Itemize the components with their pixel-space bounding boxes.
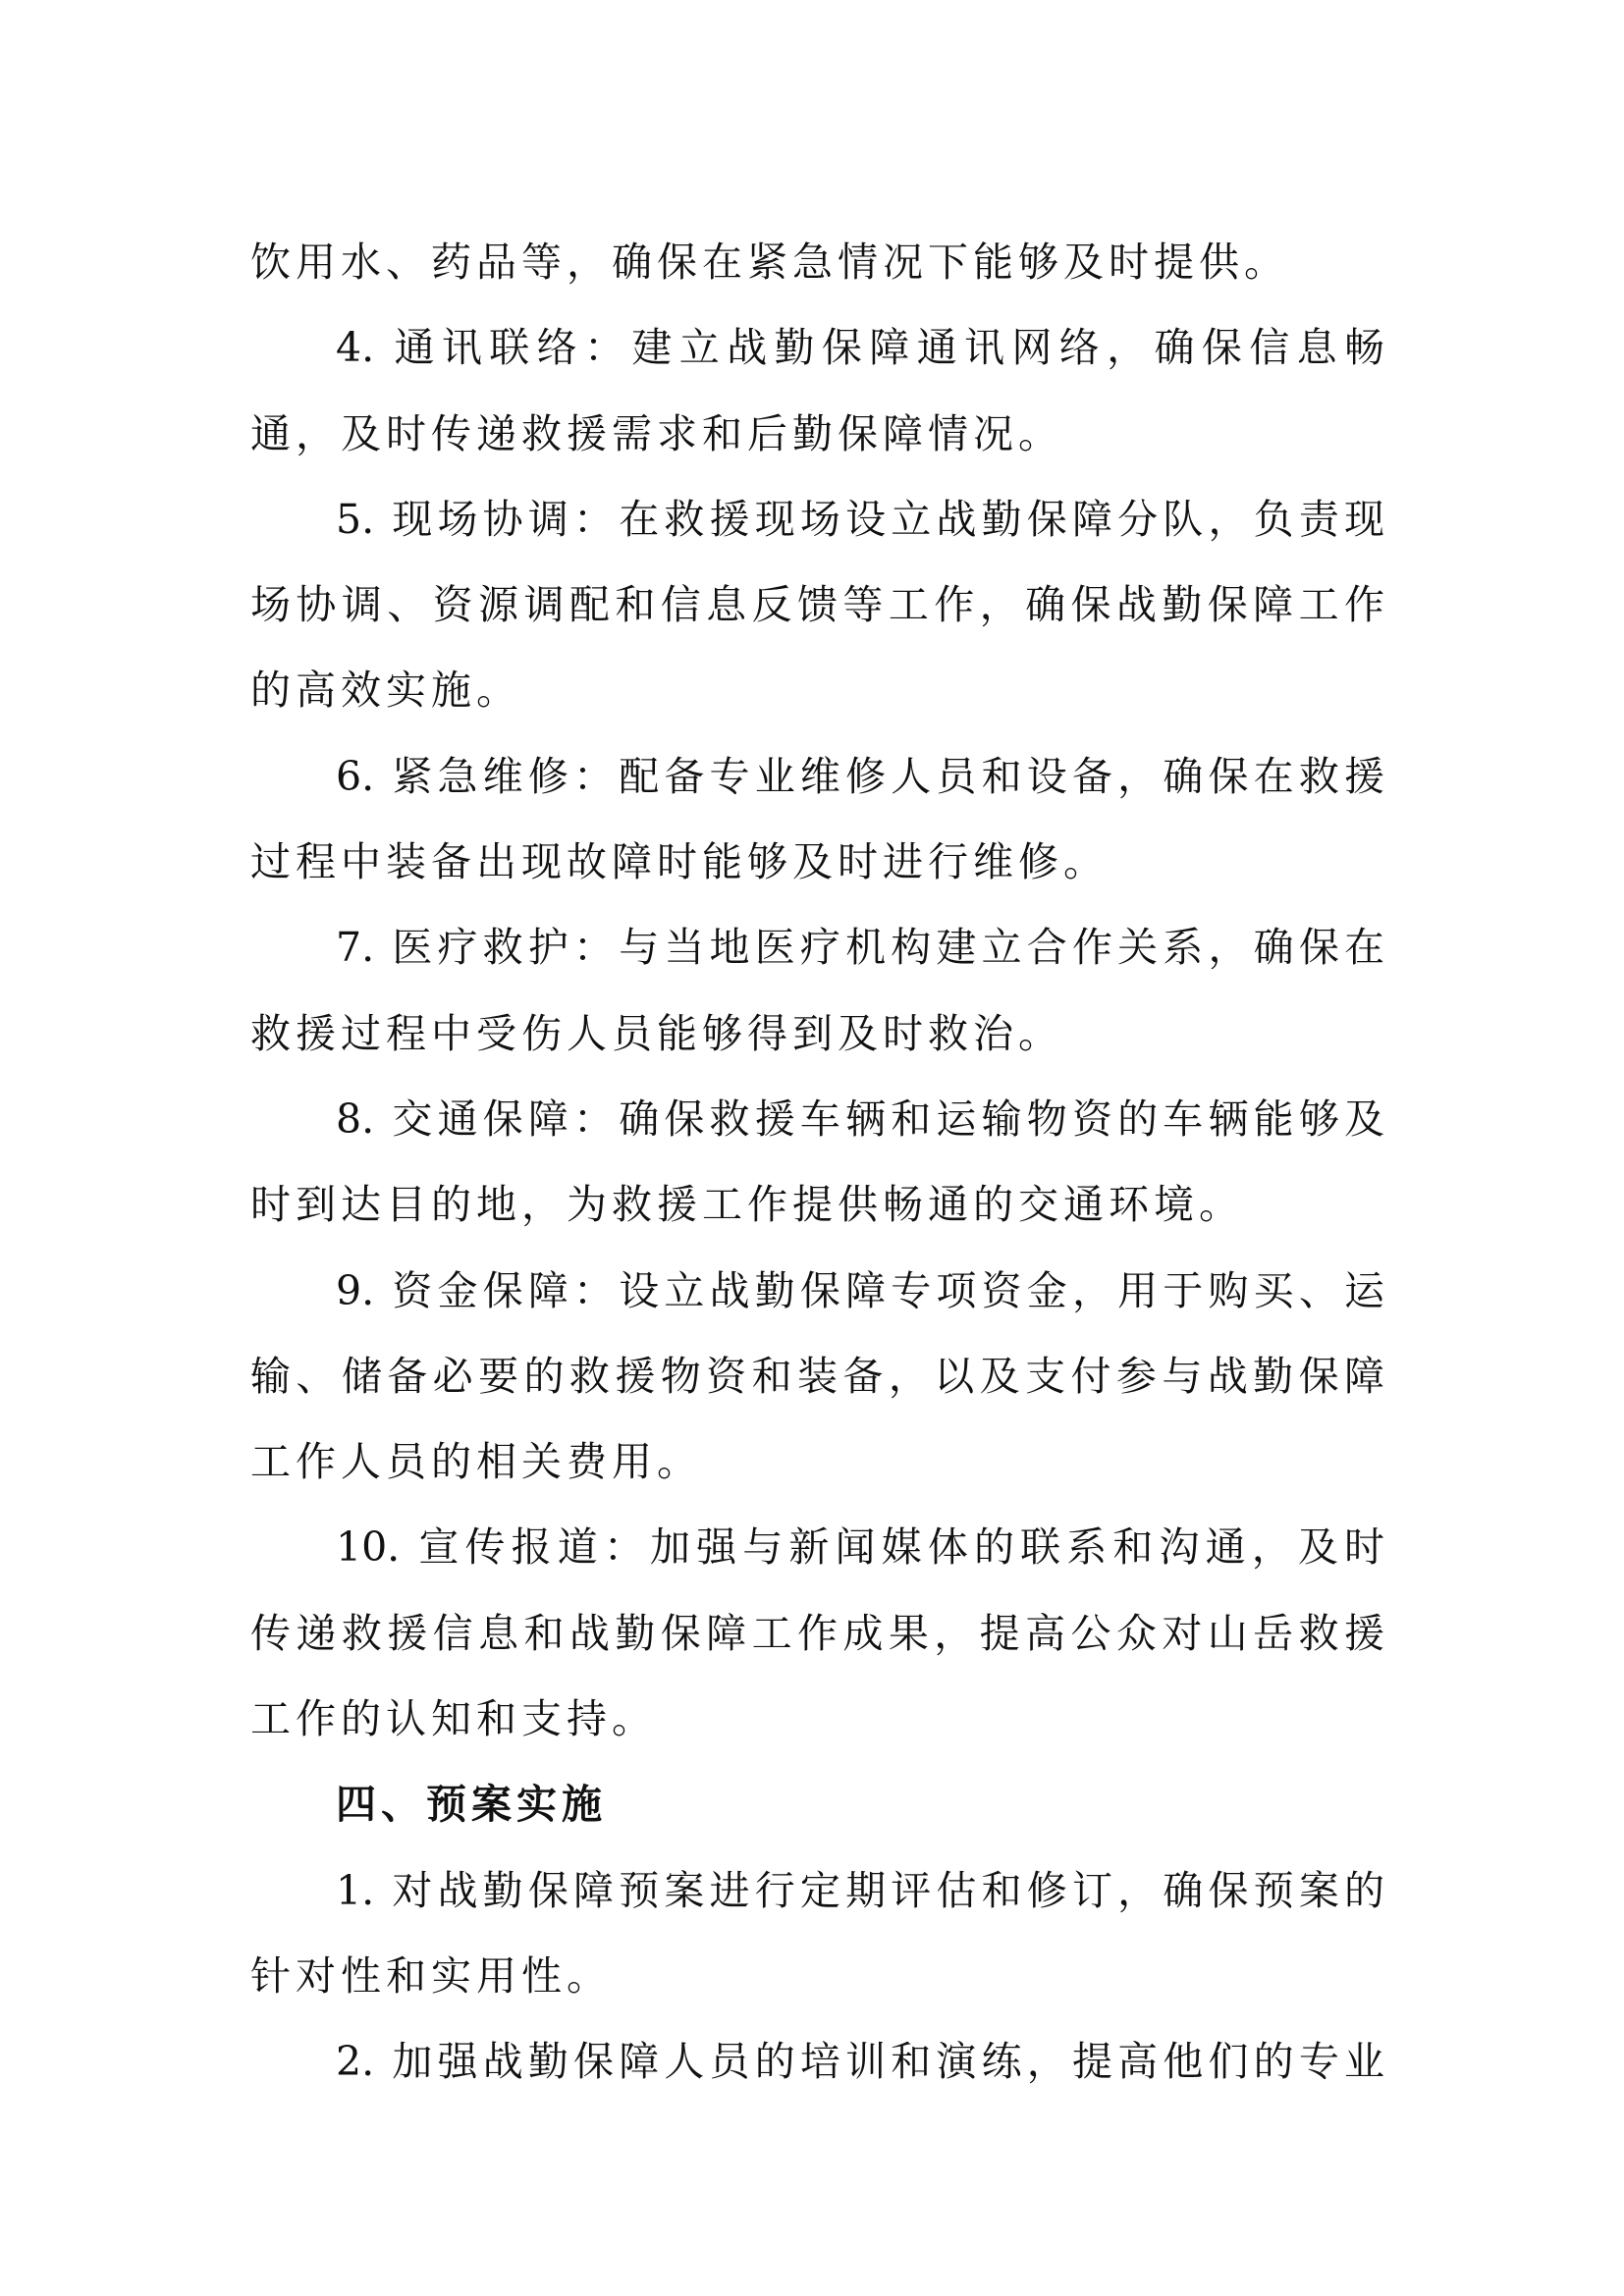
text-line: 5. 现场协调：在救援现场设立战勤保障分队，负责现: [336, 495, 1384, 543]
text-line: 的高效实施。: [250, 667, 521, 715]
text-line: 1. 对战勤保障预案进行定期评估和修订，确保预案的: [336, 1866, 1384, 1914]
text-line: 场协调、资源调配和信息反馈等工作，确保战勤保障工作: [250, 581, 1384, 629]
text-line: 输、储备必要的救援物资和装备，以及支付参与战勤保障: [250, 1352, 1384, 1400]
text-line: 针对性和实用性。: [250, 1951, 612, 2000]
text-line: 通，及时传递救援需求和后勤保障情况。: [250, 409, 1063, 457]
text-line: 传递救援信息和战勤保障工作成果，提高公众对山岳救援: [250, 1609, 1384, 1657]
section-heading: 四、预案实施: [336, 1781, 607, 1829]
text-line: 4. 通讯联络：建立战勤保障通讯网络，确保信息畅: [336, 324, 1384, 372]
text-line: 10. 宣传报道：加强与新闻媒体的联系和沟通，及时: [336, 1523, 1384, 1572]
text-line: 8. 交通保障：确保救援车辆和运输物资的车辆能够及: [336, 1095, 1384, 1143]
text-line: 过程中装备出现故障时能够及时进行维修。: [250, 838, 1109, 886]
text-line: 9. 资金保障：设立战勤保障专项资金，用于购买、运: [336, 1266, 1384, 1314]
text-line: 时到达目的地，为救援工作提供畅通的交通环境。: [250, 1181, 1244, 1229]
text-line: 工作人员的相关费用。: [250, 1438, 702, 1486]
text-line: 2. 加强战勤保障人员的培训和演练，提高他们的专业: [336, 2038, 1384, 2086]
text-line: 工作的认知和支持。: [250, 1695, 657, 1743]
text-line: 7. 医疗救护：与当地医疗机构建立合作关系，确保在: [336, 924, 1384, 972]
text-line: 饮用水、药品等，确保在紧急情况下能够及时提供。: [250, 239, 1289, 286]
text-line: 救援过程中受伤人员能够得到及时救治。: [250, 1009, 1063, 1057]
document-page: [250, 220, 1384, 2106]
text-line: 6. 紧急维修：配备专业维修人员和设备，确保在救援: [336, 752, 1384, 800]
